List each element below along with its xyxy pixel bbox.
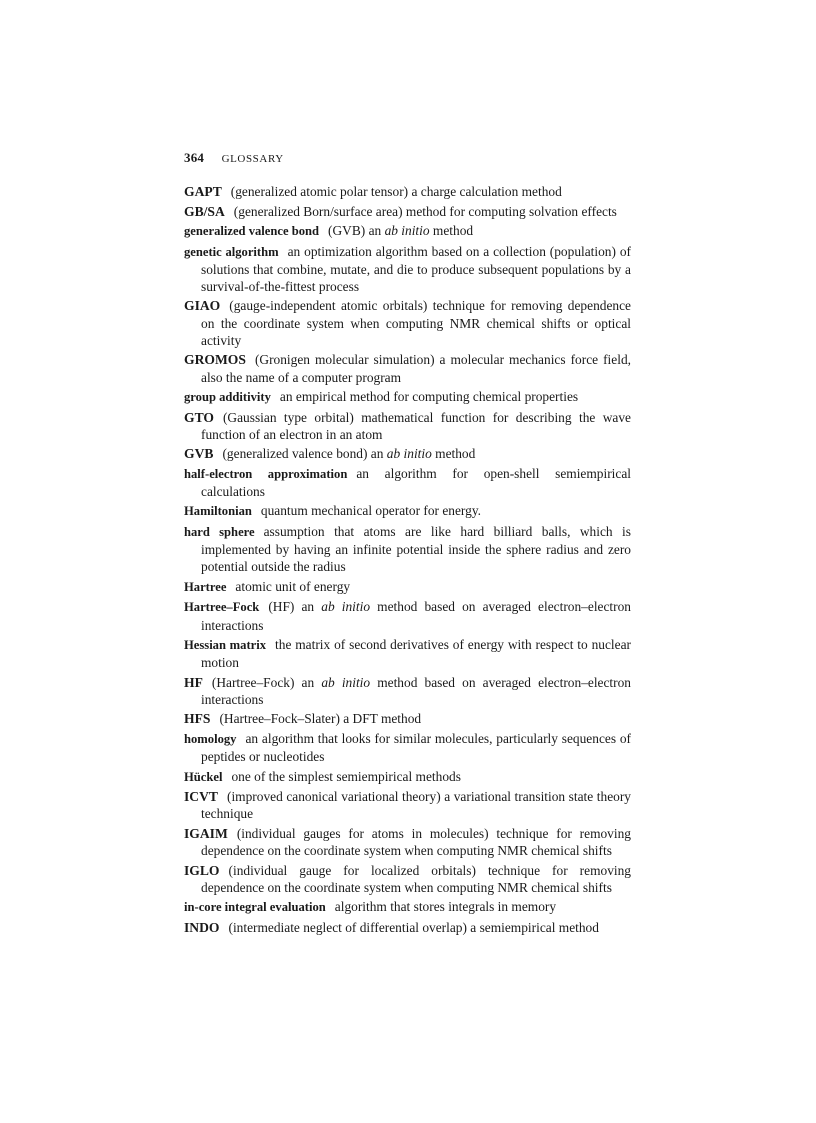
glossary-entry [184,768,631,786]
glossary-term: HF [184,674,203,690]
glossary-term: GB/SA [184,203,225,219]
running-header [184,150,284,166]
glossary-entry [184,351,631,385]
glossary-definition [201,731,631,764]
italic-text: ab initio [321,599,371,615]
glossary-term: Hessian matrix [184,638,267,653]
glossary-definition [261,503,481,518]
definition-text: an empirical method for computing chemical properties [279,389,579,405]
definition-text: one of the simplest semiempirical methods [231,768,461,784]
glossary-entry [184,445,631,462]
definition-text: (gauge-independent atomic orbitals) technique for removing dependence on the coordinate system when computing NMR chemical shifts or optical activity [201,298,631,348]
definition-text: (improved canonical variational theory) a variational transition state theory technique [201,789,631,822]
glossary-definition [229,920,599,935]
glossary-term: HFS [184,711,211,727]
definition-text: (Hartree–Fock) an [211,674,322,690]
glossary-entry [184,788,631,822]
glossary-term: GROMOS [184,352,246,368]
glossary-entry [184,598,631,633]
glossary-term: in-core integral evaluation [184,900,326,915]
glossary-term: INDO [184,919,220,935]
glossary-term: Hamiltonian [184,504,252,519]
glossary-term: group additivity [184,390,271,405]
glossary-entry [184,388,631,406]
glossary-term: Hartree–Fock [184,600,260,615]
glossary-definition [201,675,631,707]
glossary-term: homology [184,731,237,746]
glossary-entry [184,898,631,916]
glossary-entry [184,502,631,520]
definition-text: (Gaussian type orbital) mathematical function for describing the wave function of an electron in an atom [201,409,631,442]
glossary-entry [184,465,631,500]
definition-text: assumption that atoms are like hard billiard balls, which is implemented by having an infinite potential inside the sphere radius and zero potential outside the radius [201,523,631,575]
glossary-term: GIAO [184,298,221,314]
glossary-term: genetic algorithm [184,244,279,259]
definition-text: (Hartree–Fock–Slater) a DFT method [219,711,422,727]
glossary-term: GAPT [184,184,222,199]
definition-text: the matrix of second derivatives of energy with respect to nuclear motion [201,637,631,671]
glossary-entry [184,825,631,859]
definition-text: an optimization algorithm based on a collection (population) of solutions that combine, mutate, and die to produce subsequent populations by a survival-of-the-fittest process [201,243,631,294]
glossary-definition [222,446,475,461]
glossary-definition [201,863,631,895]
definition-text: (individual gauge for localized orbitals) technique for removing dependence on the coordinate system when computing NMR chemical shifts [201,862,631,895]
glossary-definition [328,223,473,238]
definition-text: quantum mechanical operator for energy. [260,503,481,519]
glossary-entry [184,636,631,671]
glossary-term: half-electron approximation [184,466,348,481]
glossary-entry [184,243,631,296]
glossary-definition [335,899,556,914]
glossary-term: hard sphere [184,524,255,539]
definition-text: (individual gauges for atoms in molecules) technique for removing dependence on the coordinate system when computing NMR chemical shifts [201,825,631,859]
glossary-term: IGLO [184,862,220,878]
glossary-term: IGAIM [184,825,228,841]
glossary-definition [201,789,631,821]
glossary-definition [201,599,631,632]
definition-text: atomic unit of energy [235,578,351,594]
glossary-entry [184,297,631,349]
definition-text: (intermediate neglect of differential overlap) a semiempirical method [228,919,599,935]
definition-text: an algorithm for open-shell semiempirical calculations [201,465,631,499]
glossary-entry [184,674,631,708]
italic-text: ab initio [384,223,430,238]
definition-text: (generalized atomic polar tensor) a charge calculation method [230,184,562,199]
definition-text: method based on averaged electron–electron interactions [201,599,631,633]
definition-text: an algorithm that looks for similar molecules, particularly sequences of peptides or nucleotides [201,730,631,765]
glossary-term: Hückel [184,769,223,784]
glossary-definition [235,579,350,594]
glossary-term: ICVT [184,789,218,805]
glossary-entry [184,578,631,596]
glossary-definition [280,389,578,404]
glossary-definition [234,204,617,219]
glossary-entry [184,183,631,200]
glossary-term: Hartree [184,579,227,594]
glossary-definition [201,410,631,442]
glossary-term: GTO [184,409,214,425]
glossary-definition [201,352,631,384]
glossary-definition [201,826,631,858]
glossary-definition [201,524,631,574]
glossary-entry [184,919,631,936]
definition-text: method [431,446,476,462]
section-title: GLOSSARY [221,153,284,165]
definition-text: (GVB) an [328,223,385,238]
definition-text: (generalized valence bond) an [222,446,387,462]
definition-text: (generalized Born/surface area) method for computing solvation effects [233,203,617,219]
definition-text: algorithm that stores integrals in memory [334,899,557,915]
glossary-definition [231,769,460,784]
page-number: 364 [184,150,205,165]
glossary-entry [184,203,631,220]
glossary-definition [231,184,562,199]
glossary-entry [184,710,631,727]
glossary-term: generalized valence bond [184,224,320,238]
glossary-list [184,183,631,938]
glossary-entry [184,523,631,576]
definition-text: method [429,223,474,238]
glossary-definition [201,298,631,347]
glossary-entry [184,862,631,896]
definition-text: method based on averaged electron–electron interactions [201,674,632,707]
glossary-entry [184,730,631,765]
definition-text: (HF) an [268,599,322,615]
italic-text: ab initio [386,446,432,462]
glossary-entry [184,222,631,240]
definition-text: (Gronigen molecular simulation) a molecular mechanics force field, also the name of a computer program [201,352,631,385]
glossary-definition [219,711,421,726]
italic-text: ab initio [321,674,371,690]
glossary-entry [184,409,631,443]
glossary-term: GVB [184,446,214,462]
